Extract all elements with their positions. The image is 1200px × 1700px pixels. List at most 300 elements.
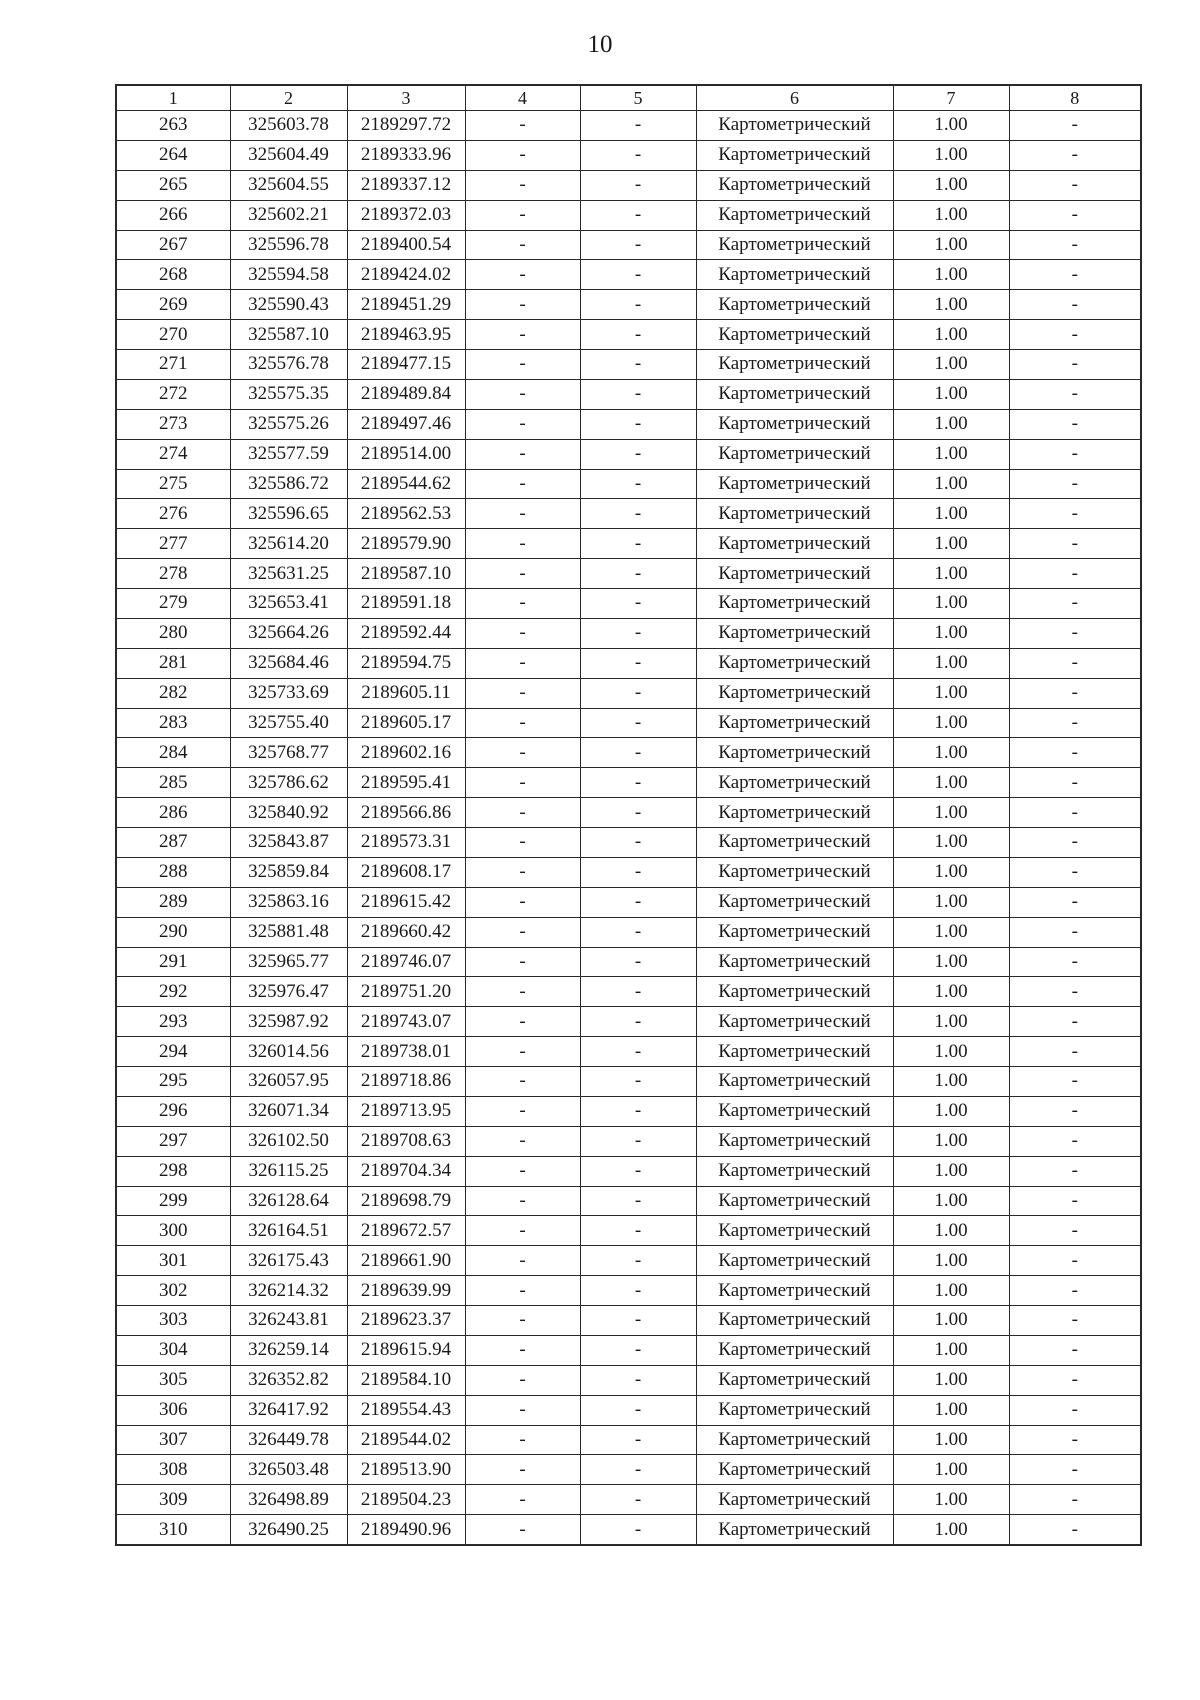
point-number-cell: 289 bbox=[116, 887, 230, 917]
point-number-cell: 286 bbox=[116, 798, 230, 828]
x-coordinate-cell: 326417.92 bbox=[230, 1395, 347, 1425]
point-number-cell: 302 bbox=[116, 1276, 230, 1306]
accuracy-cell: 1.00 bbox=[893, 379, 1009, 409]
y-coordinate-cell: 2189372.03 bbox=[347, 200, 465, 230]
method-cell: Картометрический bbox=[696, 529, 893, 559]
table-row bbox=[116, 260, 1141, 290]
table-row bbox=[116, 111, 1141, 141]
col5-cell: - bbox=[580, 1037, 696, 1067]
accuracy-cell: 1.00 bbox=[893, 1306, 1009, 1336]
point-number-cell: 281 bbox=[116, 648, 230, 678]
col4-cell: - bbox=[465, 1425, 580, 1455]
method-cell: Картометрический bbox=[696, 1156, 893, 1186]
x-coordinate-cell: 326259.14 bbox=[230, 1335, 347, 1365]
accuracy-cell: 1.00 bbox=[893, 260, 1009, 290]
point-number-cell: 288 bbox=[116, 857, 230, 887]
method-cell: Картометрический bbox=[696, 1365, 893, 1395]
point-number-cell: 285 bbox=[116, 768, 230, 798]
y-coordinate-cell: 2189504.23 bbox=[347, 1485, 465, 1515]
col4-cell: - bbox=[465, 559, 580, 589]
col8-cell: - bbox=[1009, 1096, 1141, 1126]
col8-cell: - bbox=[1009, 1037, 1141, 1067]
method-cell: Картометрический bbox=[696, 857, 893, 887]
accuracy-cell: 1.00 bbox=[893, 320, 1009, 350]
col8-cell: - bbox=[1009, 1186, 1141, 1216]
x-coordinate-cell: 325684.46 bbox=[230, 648, 347, 678]
accuracy-cell: 1.00 bbox=[893, 1126, 1009, 1156]
x-coordinate-cell: 326498.89 bbox=[230, 1485, 347, 1515]
col5-cell: - bbox=[580, 1156, 696, 1186]
point-number-cell: 267 bbox=[116, 230, 230, 260]
table-row bbox=[116, 469, 1141, 499]
col4-cell: - bbox=[465, 917, 580, 947]
accuracy-cell: 1.00 bbox=[893, 828, 1009, 858]
point-number-cell: 293 bbox=[116, 1007, 230, 1037]
accuracy-cell: 1.00 bbox=[893, 678, 1009, 708]
table-row bbox=[116, 350, 1141, 380]
method-cell: Картометрический bbox=[696, 1276, 893, 1306]
y-coordinate-cell: 2189489.84 bbox=[347, 379, 465, 409]
column-header: 5 bbox=[580, 85, 696, 111]
col5-cell: - bbox=[580, 230, 696, 260]
y-coordinate-cell: 2189591.18 bbox=[347, 589, 465, 619]
table-body bbox=[116, 85, 1141, 1545]
col5-cell: - bbox=[580, 768, 696, 798]
col4-cell: - bbox=[465, 1276, 580, 1306]
method-cell: Картометрический bbox=[696, 260, 893, 290]
y-coordinate-cell: 2189424.02 bbox=[347, 260, 465, 290]
col5-cell: - bbox=[580, 409, 696, 439]
x-coordinate-cell: 325965.77 bbox=[230, 947, 347, 977]
point-number-cell: 283 bbox=[116, 708, 230, 738]
x-coordinate-cell: 326490.25 bbox=[230, 1515, 347, 1545]
col8-cell: - bbox=[1009, 738, 1141, 768]
point-number-cell: 300 bbox=[116, 1216, 230, 1246]
col5-cell: - bbox=[580, 1216, 696, 1246]
table-row bbox=[116, 589, 1141, 619]
accuracy-cell: 1.00 bbox=[893, 140, 1009, 170]
point-number-cell: 296 bbox=[116, 1096, 230, 1126]
y-coordinate-cell: 2189514.00 bbox=[347, 439, 465, 469]
table-row bbox=[116, 1037, 1141, 1067]
col8-cell: - bbox=[1009, 1216, 1141, 1246]
col4-cell: - bbox=[465, 409, 580, 439]
col4-cell: - bbox=[465, 887, 580, 917]
col5-cell: - bbox=[580, 589, 696, 619]
col5-cell: - bbox=[580, 1365, 696, 1395]
col8-cell: - bbox=[1009, 111, 1141, 141]
x-coordinate-cell: 326057.95 bbox=[230, 1067, 347, 1097]
col4-cell: - bbox=[465, 379, 580, 409]
col8-cell: - bbox=[1009, 708, 1141, 738]
x-coordinate-cell: 326071.34 bbox=[230, 1096, 347, 1126]
y-coordinate-cell: 2189704.34 bbox=[347, 1156, 465, 1186]
accuracy-cell: 1.00 bbox=[893, 798, 1009, 828]
table-row bbox=[116, 1216, 1141, 1246]
table-row bbox=[116, 1126, 1141, 1156]
column-header: 3 bbox=[347, 85, 465, 111]
accuracy-cell: 1.00 bbox=[893, 857, 1009, 887]
y-coordinate-cell: 2189497.46 bbox=[347, 409, 465, 439]
col4-cell: - bbox=[465, 290, 580, 320]
x-coordinate-cell: 325603.78 bbox=[230, 111, 347, 141]
method-cell: Картометрический bbox=[696, 768, 893, 798]
point-number-cell: 310 bbox=[116, 1515, 230, 1545]
x-coordinate-cell: 326014.56 bbox=[230, 1037, 347, 1067]
table-row bbox=[116, 1096, 1141, 1126]
method-cell: Картометрический bbox=[696, 1096, 893, 1126]
y-coordinate-cell: 2189490.96 bbox=[347, 1515, 465, 1545]
method-cell: Картометрический bbox=[696, 111, 893, 141]
table-row bbox=[116, 618, 1141, 648]
method-cell: Картометрический bbox=[696, 1335, 893, 1365]
x-coordinate-cell: 325863.16 bbox=[230, 887, 347, 917]
x-coordinate-cell: 325594.58 bbox=[230, 260, 347, 290]
point-number-cell: 284 bbox=[116, 738, 230, 768]
table-row bbox=[116, 947, 1141, 977]
table-row bbox=[116, 708, 1141, 738]
y-coordinate-cell: 2189337.12 bbox=[347, 170, 465, 200]
method-cell: Картометрический bbox=[696, 320, 893, 350]
method-cell: Картометрический bbox=[696, 409, 893, 439]
table-row bbox=[116, 140, 1141, 170]
point-number-cell: 265 bbox=[116, 170, 230, 200]
x-coordinate-cell: 326449.78 bbox=[230, 1425, 347, 1455]
col5-cell: - bbox=[580, 618, 696, 648]
method-cell: Картометрический bbox=[696, 379, 893, 409]
y-coordinate-cell: 2189463.95 bbox=[347, 320, 465, 350]
method-cell: Картометрический bbox=[696, 1455, 893, 1485]
col5-cell: - bbox=[580, 350, 696, 380]
point-number-cell: 298 bbox=[116, 1156, 230, 1186]
col4-cell: - bbox=[465, 1365, 580, 1395]
point-number-cell: 270 bbox=[116, 320, 230, 350]
point-number-cell: 271 bbox=[116, 350, 230, 380]
col8-cell: - bbox=[1009, 350, 1141, 380]
accuracy-cell: 1.00 bbox=[893, 887, 1009, 917]
accuracy-cell: 1.00 bbox=[893, 1007, 1009, 1037]
method-cell: Картометрический bbox=[696, 887, 893, 917]
col8-cell: - bbox=[1009, 409, 1141, 439]
col4-cell: - bbox=[465, 469, 580, 499]
col8-cell: - bbox=[1009, 439, 1141, 469]
method-cell: Картометрический bbox=[696, 140, 893, 170]
accuracy-cell: 1.00 bbox=[893, 111, 1009, 141]
col4-cell: - bbox=[465, 499, 580, 529]
col5-cell: - bbox=[580, 1335, 696, 1365]
point-number-cell: 295 bbox=[116, 1067, 230, 1097]
accuracy-cell: 1.00 bbox=[893, 1067, 1009, 1097]
table-row bbox=[116, 170, 1141, 200]
col5-cell: - bbox=[580, 1455, 696, 1485]
col8-cell: - bbox=[1009, 1007, 1141, 1037]
col8-cell: - bbox=[1009, 828, 1141, 858]
table-row bbox=[116, 409, 1141, 439]
table-row bbox=[116, 1365, 1141, 1395]
x-coordinate-cell: 325786.62 bbox=[230, 768, 347, 798]
y-coordinate-cell: 2189451.29 bbox=[347, 290, 465, 320]
col8-cell: - bbox=[1009, 1425, 1141, 1455]
col5-cell: - bbox=[580, 947, 696, 977]
col4-cell: - bbox=[465, 1455, 580, 1485]
col4-cell: - bbox=[465, 738, 580, 768]
accuracy-cell: 1.00 bbox=[893, 1335, 1009, 1365]
y-coordinate-cell: 2189544.02 bbox=[347, 1425, 465, 1455]
x-coordinate-cell: 325575.26 bbox=[230, 409, 347, 439]
table-row bbox=[116, 857, 1141, 887]
column-header: 1 bbox=[116, 85, 230, 111]
point-number-cell: 297 bbox=[116, 1126, 230, 1156]
method-cell: Картометрический bbox=[696, 350, 893, 380]
y-coordinate-cell: 2189708.63 bbox=[347, 1126, 465, 1156]
point-number-cell: 307 bbox=[116, 1425, 230, 1455]
x-coordinate-cell: 325987.92 bbox=[230, 1007, 347, 1037]
y-coordinate-cell: 2189672.57 bbox=[347, 1216, 465, 1246]
col4-cell: - bbox=[465, 320, 580, 350]
col5-cell: - bbox=[580, 1246, 696, 1276]
method-cell: Картометрический bbox=[696, 1067, 893, 1097]
method-cell: Картометрический bbox=[696, 439, 893, 469]
col4-cell: - bbox=[465, 111, 580, 141]
point-number-cell: 305 bbox=[116, 1365, 230, 1395]
x-coordinate-cell: 325843.87 bbox=[230, 828, 347, 858]
method-cell: Картометрический bbox=[696, 977, 893, 1007]
x-coordinate-cell: 325590.43 bbox=[230, 290, 347, 320]
table-row bbox=[116, 828, 1141, 858]
col5-cell: - bbox=[580, 290, 696, 320]
col8-cell: - bbox=[1009, 200, 1141, 230]
col8-cell: - bbox=[1009, 768, 1141, 798]
col8-cell: - bbox=[1009, 1126, 1141, 1156]
col5-cell: - bbox=[580, 559, 696, 589]
accuracy-cell: 1.00 bbox=[893, 1515, 1009, 1545]
point-number-cell: 290 bbox=[116, 917, 230, 947]
col4-cell: - bbox=[465, 1515, 580, 1545]
col4-cell: - bbox=[465, 768, 580, 798]
y-coordinate-cell: 2189639.99 bbox=[347, 1276, 465, 1306]
col4-cell: - bbox=[465, 678, 580, 708]
table-row bbox=[116, 1067, 1141, 1097]
col4-cell: - bbox=[465, 977, 580, 1007]
page-number: 10 bbox=[587, 31, 613, 58]
col8-cell: - bbox=[1009, 589, 1141, 619]
x-coordinate-cell: 325602.21 bbox=[230, 200, 347, 230]
col8-cell: - bbox=[1009, 857, 1141, 887]
table-row bbox=[116, 439, 1141, 469]
col8-cell: - bbox=[1009, 379, 1141, 409]
x-coordinate-cell: 326102.50 bbox=[230, 1126, 347, 1156]
y-coordinate-cell: 2189513.90 bbox=[347, 1455, 465, 1485]
column-header: 4 bbox=[465, 85, 580, 111]
col4-cell: - bbox=[465, 1485, 580, 1515]
point-number-cell: 266 bbox=[116, 200, 230, 230]
x-coordinate-cell: 325577.59 bbox=[230, 439, 347, 469]
table-row bbox=[116, 1276, 1141, 1306]
col4-cell: - bbox=[465, 947, 580, 977]
col8-cell: - bbox=[1009, 1335, 1141, 1365]
y-coordinate-cell: 2189743.07 bbox=[347, 1007, 465, 1037]
table-row bbox=[116, 379, 1141, 409]
col4-cell: - bbox=[465, 1216, 580, 1246]
col5-cell: - bbox=[580, 1186, 696, 1216]
x-coordinate-cell: 326503.48 bbox=[230, 1455, 347, 1485]
col5-cell: - bbox=[580, 111, 696, 141]
accuracy-cell: 1.00 bbox=[893, 1455, 1009, 1485]
table-row bbox=[116, 1306, 1141, 1336]
col4-cell: - bbox=[465, 1306, 580, 1336]
col4-cell: - bbox=[465, 1126, 580, 1156]
col5-cell: - bbox=[580, 857, 696, 887]
table-row bbox=[116, 1007, 1141, 1037]
table-row bbox=[116, 1425, 1141, 1455]
col5-cell: - bbox=[580, 1485, 696, 1515]
point-number-cell: 299 bbox=[116, 1186, 230, 1216]
table-row bbox=[116, 678, 1141, 708]
col5-cell: - bbox=[580, 529, 696, 559]
accuracy-cell: 1.00 bbox=[893, 1425, 1009, 1455]
method-cell: Картометрический bbox=[696, 1246, 893, 1276]
col8-cell: - bbox=[1009, 260, 1141, 290]
x-coordinate-cell: 325976.47 bbox=[230, 977, 347, 1007]
column-header: 2 bbox=[230, 85, 347, 111]
method-cell: Картометрический bbox=[696, 708, 893, 738]
table-row bbox=[116, 738, 1141, 768]
point-number-cell: 264 bbox=[116, 140, 230, 170]
col8-cell: - bbox=[1009, 648, 1141, 678]
accuracy-cell: 1.00 bbox=[893, 409, 1009, 439]
method-cell: Картометрический bbox=[696, 469, 893, 499]
accuracy-cell: 1.00 bbox=[893, 768, 1009, 798]
col8-cell: - bbox=[1009, 1455, 1141, 1485]
y-coordinate-cell: 2189751.20 bbox=[347, 977, 465, 1007]
table-row bbox=[116, 230, 1141, 260]
col5-cell: - bbox=[580, 738, 696, 768]
method-cell: Картометрический bbox=[696, 1395, 893, 1425]
x-coordinate-cell: 325614.20 bbox=[230, 529, 347, 559]
point-number-cell: 287 bbox=[116, 828, 230, 858]
point-number-cell: 269 bbox=[116, 290, 230, 320]
accuracy-cell: 1.00 bbox=[893, 1037, 1009, 1067]
accuracy-cell: 1.00 bbox=[893, 1485, 1009, 1515]
x-coordinate-cell: 325575.35 bbox=[230, 379, 347, 409]
accuracy-cell: 1.00 bbox=[893, 170, 1009, 200]
x-coordinate-cell: 325596.65 bbox=[230, 499, 347, 529]
col8-cell: - bbox=[1009, 977, 1141, 1007]
y-coordinate-cell: 2189554.43 bbox=[347, 1395, 465, 1425]
point-number-cell: 277 bbox=[116, 529, 230, 559]
point-number-cell: 292 bbox=[116, 977, 230, 1007]
col5-cell: - bbox=[580, 1276, 696, 1306]
point-number-cell: 278 bbox=[116, 559, 230, 589]
point-number-cell: 294 bbox=[116, 1037, 230, 1067]
col4-cell: - bbox=[465, 857, 580, 887]
accuracy-cell: 1.00 bbox=[893, 1395, 1009, 1425]
x-coordinate-cell: 325881.48 bbox=[230, 917, 347, 947]
col8-cell: - bbox=[1009, 618, 1141, 648]
x-coordinate-cell: 325586.72 bbox=[230, 469, 347, 499]
method-cell: Картометрический bbox=[696, 1007, 893, 1037]
table-row bbox=[116, 200, 1141, 230]
col5-cell: - bbox=[580, 917, 696, 947]
col4-cell: - bbox=[465, 618, 580, 648]
col4-cell: - bbox=[465, 1186, 580, 1216]
accuracy-cell: 1.00 bbox=[893, 290, 1009, 320]
table-row bbox=[116, 798, 1141, 828]
col5-cell: - bbox=[580, 200, 696, 230]
col4-cell: - bbox=[465, 589, 580, 619]
y-coordinate-cell: 2189608.17 bbox=[347, 857, 465, 887]
table-row bbox=[116, 559, 1141, 589]
table-row bbox=[116, 648, 1141, 678]
method-cell: Картометрический bbox=[696, 559, 893, 589]
x-coordinate-cell: 326175.43 bbox=[230, 1246, 347, 1276]
col8-cell: - bbox=[1009, 170, 1141, 200]
y-coordinate-cell: 2189605.17 bbox=[347, 708, 465, 738]
col5-cell: - bbox=[580, 140, 696, 170]
x-coordinate-cell: 325768.77 bbox=[230, 738, 347, 768]
x-coordinate-cell: 325755.40 bbox=[230, 708, 347, 738]
table-row bbox=[116, 1156, 1141, 1186]
y-coordinate-cell: 2189713.95 bbox=[347, 1096, 465, 1126]
method-cell: Картометрический bbox=[696, 798, 893, 828]
table-row bbox=[116, 499, 1141, 529]
y-coordinate-cell: 2189333.96 bbox=[347, 140, 465, 170]
table-row bbox=[116, 1246, 1141, 1276]
col8-cell: - bbox=[1009, 798, 1141, 828]
method-cell: Картометрический bbox=[696, 678, 893, 708]
point-number-cell: 279 bbox=[116, 589, 230, 619]
col5-cell: - bbox=[580, 828, 696, 858]
method-cell: Картометрический bbox=[696, 290, 893, 320]
col5-cell: - bbox=[580, 1425, 696, 1455]
method-cell: Картометрический bbox=[696, 618, 893, 648]
col5-cell: - bbox=[580, 260, 696, 290]
accuracy-cell: 1.00 bbox=[893, 648, 1009, 678]
method-cell: Картометрический bbox=[696, 1126, 893, 1156]
col4-cell: - bbox=[465, 140, 580, 170]
method-cell: Картометрический bbox=[696, 1306, 893, 1336]
table-row bbox=[116, 1455, 1141, 1485]
point-number-cell: 304 bbox=[116, 1335, 230, 1365]
accuracy-cell: 1.00 bbox=[893, 589, 1009, 619]
col4-cell: - bbox=[465, 798, 580, 828]
col4-cell: - bbox=[465, 200, 580, 230]
col8-cell: - bbox=[1009, 1395, 1141, 1425]
col8-cell: - bbox=[1009, 469, 1141, 499]
x-coordinate-cell: 326214.32 bbox=[230, 1276, 347, 1306]
method-cell: Картометрический bbox=[696, 589, 893, 619]
col5-cell: - bbox=[580, 170, 696, 200]
method-cell: Картометрический bbox=[696, 828, 893, 858]
point-number-cell: 274 bbox=[116, 439, 230, 469]
col8-cell: - bbox=[1009, 1485, 1141, 1515]
method-cell: Картометрический bbox=[696, 1216, 893, 1246]
point-number-cell: 301 bbox=[116, 1246, 230, 1276]
y-coordinate-cell: 2189562.53 bbox=[347, 499, 465, 529]
accuracy-cell: 1.00 bbox=[893, 708, 1009, 738]
col4-cell: - bbox=[465, 439, 580, 469]
y-coordinate-cell: 2189592.44 bbox=[347, 618, 465, 648]
column-header: 7 bbox=[893, 85, 1009, 111]
col5-cell: - bbox=[580, 1515, 696, 1545]
accuracy-cell: 1.00 bbox=[893, 977, 1009, 1007]
table-row bbox=[116, 1485, 1141, 1515]
table-row bbox=[116, 1515, 1141, 1545]
x-coordinate-cell: 325596.78 bbox=[230, 230, 347, 260]
accuracy-cell: 1.00 bbox=[893, 947, 1009, 977]
y-coordinate-cell: 2189605.11 bbox=[347, 678, 465, 708]
col4-cell: - bbox=[465, 1335, 580, 1365]
